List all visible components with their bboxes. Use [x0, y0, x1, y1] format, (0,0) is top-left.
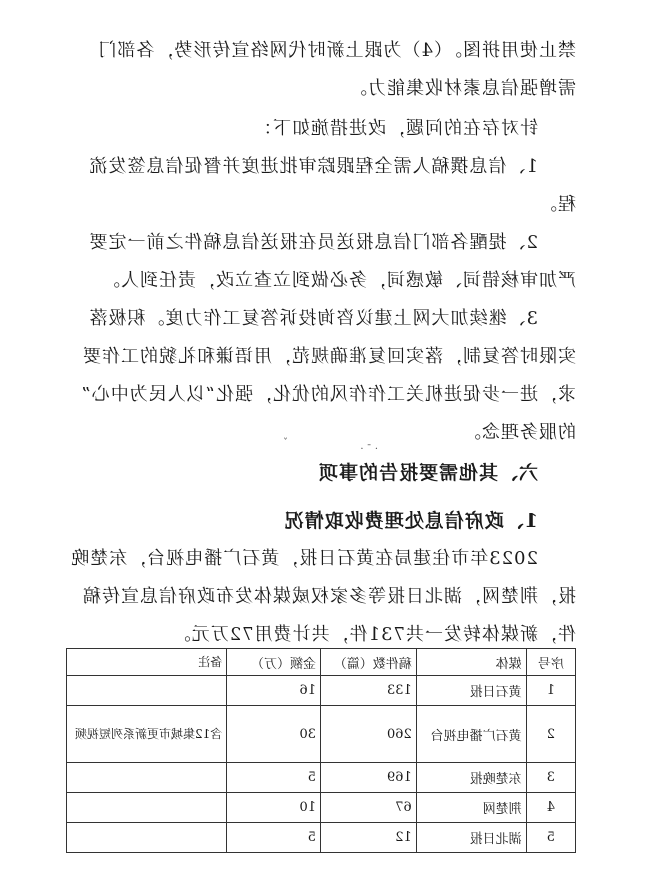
paragraph-line: 求，进一步促进机关工作作风的优化，强化“以人民为中心” — [80, 384, 576, 405]
cell-amount: 30 — [227, 706, 321, 763]
cell-count: 169 — [321, 763, 417, 793]
table-row — [67, 706, 576, 763]
col-header-no: 序号 — [526, 649, 575, 676]
media-expense-table — [66, 648, 576, 853]
cell-amount: 5 — [227, 763, 321, 793]
cell-count: 260 — [321, 706, 417, 763]
paragraph-line: 3、继续加大网上建议咨询投诉答复工作力度。积极落 — [88, 308, 538, 329]
table-header-row — [67, 649, 576, 676]
cell-count: 12 — [321, 823, 417, 853]
cell-note — [67, 763, 227, 793]
cell-note — [67, 823, 227, 853]
cell-no: 5 — [526, 823, 575, 853]
body-line: 件，新媒体转发一共731件，共计费用72万元。 — [171, 624, 576, 645]
cell-note — [67, 676, 227, 706]
cell-count: 67 — [321, 793, 417, 823]
paragraph-line: 需增强信息素材收集能力。 — [348, 78, 576, 99]
cell-amount: 16 — [227, 676, 321, 706]
table-row — [67, 676, 576, 706]
paragraph-line: 禁止使用拼图。（4）为跟上新时代网络宣传形势，各部门 — [97, 40, 576, 61]
cell-count: 133 — [321, 676, 417, 706]
scan-speck: · ˉ · — [360, 444, 378, 455]
cell-no: 4 — [526, 793, 575, 823]
section-heading: 六、其他需要报告的事项 — [317, 462, 538, 484]
cell-media: 湖北日报 — [416, 823, 526, 853]
cell-media: 东楚晚报 — [416, 763, 526, 793]
col-header-note: 备注 — [67, 649, 227, 676]
paragraph-line: 针对存在的问题，改进措施如下： — [253, 118, 538, 139]
col-header-count: 稿件数（篇） — [321, 649, 417, 676]
cell-amount: 5 — [227, 823, 321, 853]
col-header-amount: 金额（万） — [227, 649, 321, 676]
table-row — [67, 823, 576, 853]
paragraph-line: 严加审核错词、敏感词，务必做到立查立改，责任到人。 — [101, 270, 576, 291]
table-row — [67, 763, 576, 793]
cell-no: 2 — [526, 706, 575, 763]
cell-media: 荆楚网 — [416, 793, 526, 823]
scan-speck: ˇ — [283, 438, 288, 449]
cell-media: 黄石广播电视台 — [416, 706, 526, 763]
table-row — [67, 793, 576, 823]
col-header-media: 媒体 — [416, 649, 526, 676]
body-line: 2023年市住建局在黄石日报，黄石广播电视台，东楚晚 — [70, 548, 538, 569]
paragraph-line: 1、信息撰稿人需全程跟踪审批进度并督促信息签发流 — [88, 156, 538, 177]
paragraph-line: 实限时答复制，落实回复准确规范，用语谦和礼貌的工作要 — [82, 346, 576, 367]
cell-no: 3 — [526, 763, 575, 793]
paragraph-line: 2、提醒各部门信息报送员在报送信息稿件之前一定要 — [88, 232, 538, 253]
paragraph-line: 的服务理念。 — [462, 422, 576, 443]
cell-media: 黄石日报 — [416, 676, 526, 706]
cell-note: 含12集城市更新系列短视频 — [67, 706, 227, 763]
sub-heading: 1、政府信息处理费收取情况 — [283, 510, 538, 532]
paragraph-line: 程。 — [538, 194, 576, 215]
cell-note — [67, 793, 227, 823]
cell-no: 1 — [526, 676, 575, 706]
body-line: 报，荆楚网，湖北日报等多家权威媒体发布政府信息宣传稿 — [82, 586, 576, 607]
cell-amount: 10 — [227, 793, 321, 823]
